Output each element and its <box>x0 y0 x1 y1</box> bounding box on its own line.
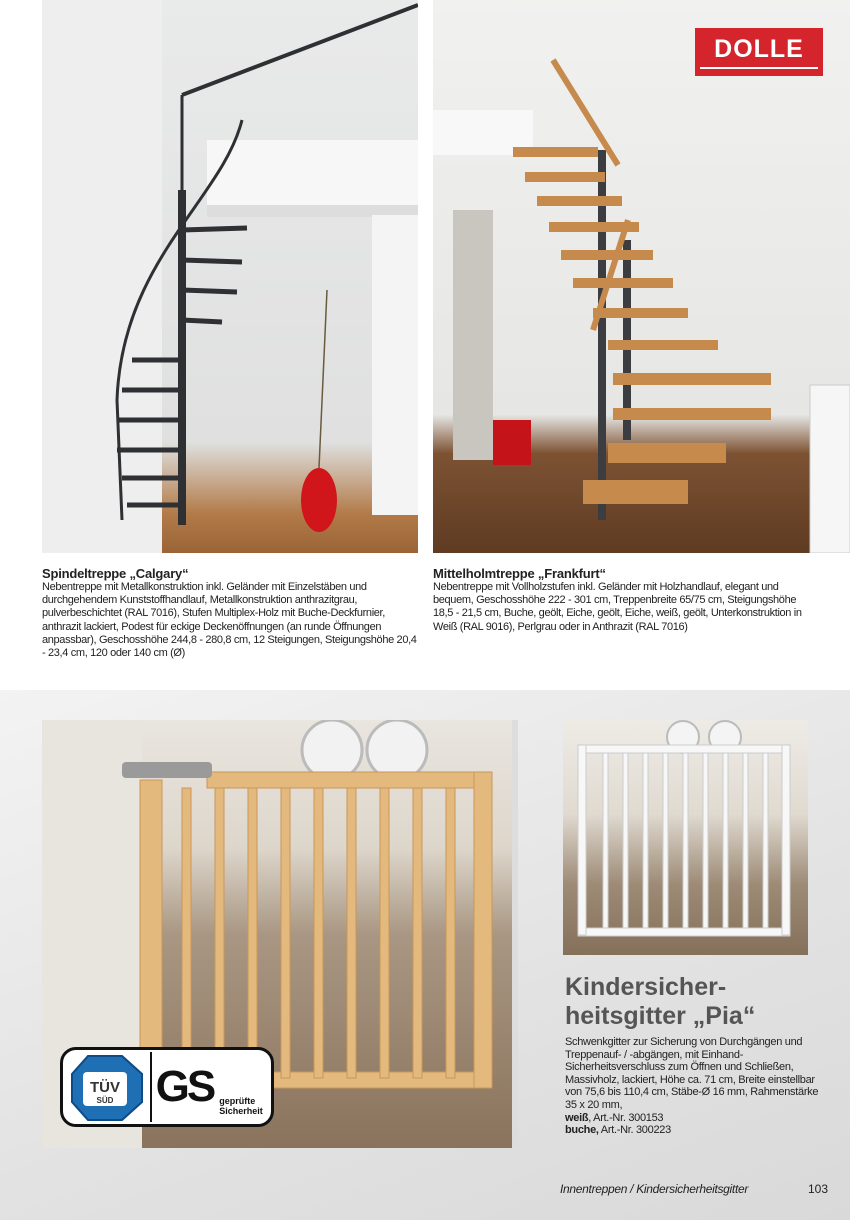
gs-text: GS <box>155 1062 214 1111</box>
dolle-logo <box>695 28 823 76</box>
gate-title <box>565 973 755 1031</box>
product-caption-frankfurt <box>433 566 813 634</box>
tuv-seal-icon <box>66 1050 146 1124</box>
variant-white <box>565 1112 830 1125</box>
product-caption-calgary <box>42 566 422 660</box>
gs-caption: geprüfte Sicherheit <box>219 1096 263 1116</box>
center-stringer-staircase-photo <box>433 0 850 553</box>
variant-color: buche, <box>565 1124 599 1137</box>
variant-color: weiß <box>565 1111 589 1124</box>
gate-title-line1: Kindersicher- <box>565 973 727 1001</box>
gate-description: Schwenkgitter zur Sicherung von Durchgängen und Treppenauf- / -abgängen, mit Einhand-Sicherheitsverschluss zum Öffnen und Schließen, Massivholz, lackiert, Höhe ca. 71 cm, Breite einstellbar von 75,6 bis 110,4 cm, Stäbe-Ø 16 mm, Rahmenstärke 35 x 20 mm, <box>565 1036 819 1111</box>
product-title: Spindeltreppe „Calgary“ <box>42 566 189 581</box>
variant-beech <box>565 1124 830 1137</box>
gate-title-line2: heitsgitter „Pia“ <box>565 1002 756 1030</box>
variant-article: Art.-Nr. 300223 <box>598 1124 671 1137</box>
footer-section-title: Innentreppen / Kindersicherheitsgitter <box>560 1182 749 1196</box>
tuv-text: TÜV <box>90 1079 120 1096</box>
seal-divider <box>150 1052 152 1122</box>
gate-description-block <box>565 1036 830 1137</box>
spiral-staircase-photo <box>42 0 418 553</box>
variant-article: , Art.-Nr. 300153 <box>588 1111 664 1124</box>
sud-text: SÜD <box>96 1096 114 1105</box>
product-title: Mittelholmtreppe „Frankfurt“ <box>433 566 606 581</box>
white-gate-photo <box>563 720 808 955</box>
product-description: Nebentreppe mit Vollholzstufen inkl. Geländer mit Holzhandlauf, elegant und bequem, Geschosshöhe 222 - 301 cm, Treppenbreite 65/75 cm, Steigungshöhe 18,5 - 21,5 cm, Buche, geölt, Eiche, geölt, Eiche, weiß, geölt, Unterkonstruktion in Weiß (RAL 9016), Perlgrau oder in Anthrazit (RAL 7016) <box>433 581 802 633</box>
page-number: 103 <box>808 1182 829 1196</box>
logo-text: DOLLE <box>714 35 804 63</box>
certification-seals <box>60 1047 274 1127</box>
product-description: Nebentreppe mit Metallkonstruktion inkl. Geländer mit Einzelstäben und durchgehendem Kunststoffhandlauf, Metallkonstruktion anthrazitgrau, pulverbeschichtet (RAL 7016), Stufen Multiplex-Holz mit Buche-Deckfurnier, anthrazit lackiert, Podest für eckige Deckenöffnungen (an runde Öffnungen anpassbar), Geschosshöhe 244,8 - 280,8 cm, 12 Steigungen, Steigungshöhe 20,4 - 23,4 cm, 120 oder 140 cm (Ø) <box>42 581 417 660</box>
